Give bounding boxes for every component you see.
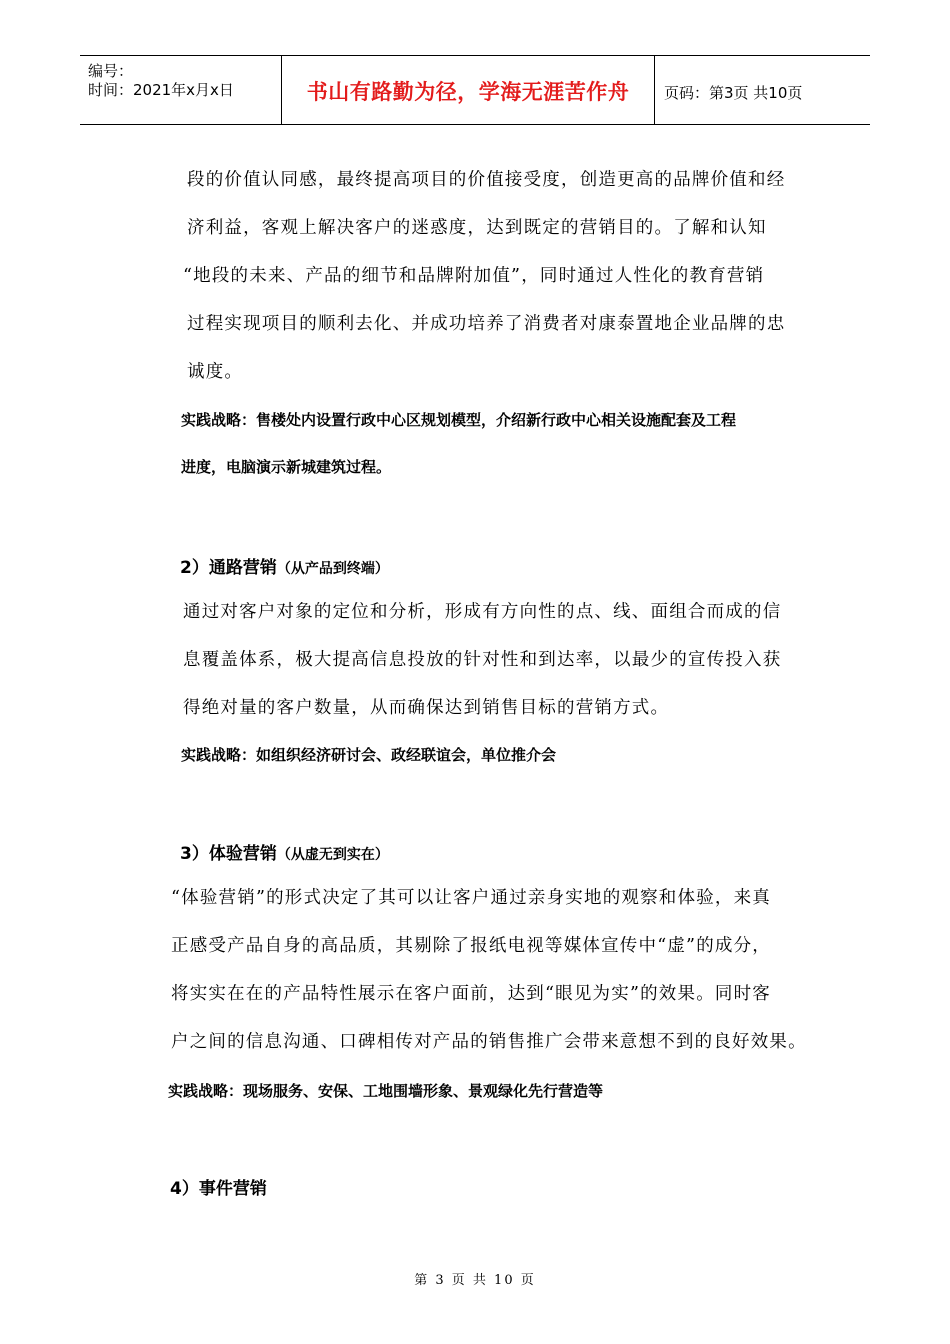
paragraph-line: 将实实在在的产品特性展示在客户面前，达到“眼见为实”的效果。同时客 [171,984,771,1004]
page-footer: 第 3 页 共 10 页 [414,1273,536,1288]
paragraph-line: “地段的未来、产品的细节和品牌附加值”，同时通过人性化的教育营销 [183,266,765,286]
header-page-number: 页码：第3页 共10页 [664,84,803,102]
paragraph-line: “体验营销”的形式决定了其可以让客户通过亲身实地的观察和体验，来真 [171,888,771,908]
paragraph-line: 通过对客户对象的定位和分析，形成有方向性的点、线、面组合而成的信 [183,602,782,622]
paragraph-line: 正感受产品自身的高品质，其剔除了报纸电视等媒体宣传中“虚”的成分， [171,936,771,956]
section-heading [180,839,389,864]
paragraph-line: 济利益，客观上解决客户的迷惑度，达到既定的营销目的。了解和认知 [187,218,767,238]
section-heading-subtitle: （从虚无到实在） [276,847,389,863]
document-number-label: 编号： [88,62,134,80]
strategy-text: 进度，电脑演示新城建筑过程。 [181,458,392,476]
section-heading [180,553,389,578]
strategy-text: 实践战略：售楼处内设置行政中心区规划模型，介绍新行政中心相关设施配套及工程 [181,411,737,429]
section-heading [170,1174,267,1199]
header-motto: 书山有路勤为径，学海无涯苦作舟 [306,80,630,104]
section-heading-title: 2）通路营销 [180,558,277,578]
paragraph-line: 户之间的信息沟通、口碑相传对产品的销售推广会带来意想不到的良好效果。 [171,1032,807,1052]
paragraph-line: 段的价值认同感，最终提高项目的价值接受度，创造更高的品牌价值和经 [187,170,786,190]
section-heading-title: 4）事件营销 [170,1179,267,1199]
paragraph-line: 得绝对量的客户数量，从而确保达到销售目标的营销方式。 [183,698,670,718]
paragraph-line: 过程实现项目的顺利去化、并成功培养了消费者对康泰置地企业品牌的忠 [187,314,786,334]
header-table [80,55,870,125]
strategy-text: 实践战略：如组织经济研讨会、政经联谊会，单位推介会 [181,746,557,764]
header-divider [654,56,655,124]
paragraph-line: 息覆盖体系，极大提高信息投放的针对性和到达率，以最少的宣传投入获 [183,650,782,670]
strategy-text: 实践战略：现场服务、安保、工地围墙形象、景观绿化先行营造等 [168,1082,604,1100]
section-heading-subtitle: （从产品到终端） [276,561,389,577]
section-heading-title: 3）体验营销 [180,844,277,864]
paragraph-line: 诚度。 [187,362,244,382]
document-date-label: 时间：2021年x月x日 [88,81,234,99]
